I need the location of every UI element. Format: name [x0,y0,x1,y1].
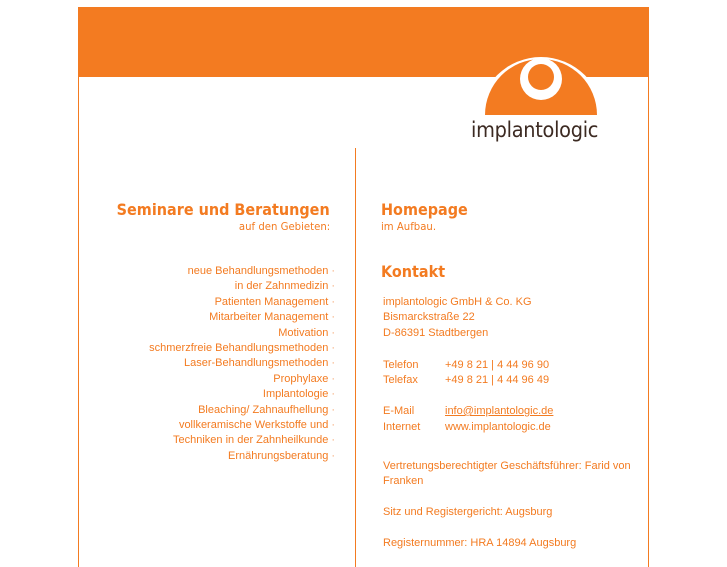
fax-value: +49 8 21 | 4 44 96 49 [445,374,550,386]
list-item: Prophylaxe · [273,372,335,385]
phone-label: Telefon [383,359,419,371]
company-name: implantologic GmbH & Co. KG [383,296,532,308]
list-item: schmerzfreie Behandlungsmethoden · [149,342,335,355]
fax-row [383,374,549,386]
list-item: vollkeramische Werkstoffe und · [178,419,335,432]
list-item: Patienten Management · [214,295,335,308]
list-item: neue Behandlungsmethoden · [187,265,335,277]
contact-title: Kontakt [381,262,446,281]
registry-court: Sitz und Registergericht: Augsburg [383,506,553,518]
list-item: Implantologie · [262,388,335,401]
page-frame [78,7,649,567]
column-divider [355,148,356,567]
web-value: www.implantologic.de [445,421,551,433]
phone-row [383,359,549,371]
list-item: in der Zahnmedizin · [234,280,335,293]
list-item: Mitarbeiter Management · [209,311,335,324]
seminars-title: Seminare und Beratungen [116,200,330,219]
email-link[interactable]: info@implantologic.de [445,405,554,417]
representative-block [383,459,631,490]
logo-text[interactable]: implantologic [471,118,599,142]
email-row [383,405,553,417]
list-item: Techniken in der Zahnheilkunde · [173,434,335,447]
registry-number: Registernummer: HRA 14894 Augsburg [383,537,577,549]
fax-label: Telefax [383,374,418,386]
phone-value: +49 8 21 | 4 44 96 90 [445,359,550,371]
web-row [383,421,551,433]
representative-line-2: Franken [383,475,424,488]
list-item: Ernährungsberatung · [228,449,335,462]
list-item: Bleaching/ Zahnaufhellung · [198,403,335,416]
city: D-86391 Stadtbergen [383,326,489,339]
email-label: E-Mail [383,405,415,417]
logo-eye-icon [477,37,605,119]
seminars-subtitle: auf den Gebieten: [238,220,330,233]
list-item: Motivation · [278,326,335,339]
homepage-title: Homepage [381,200,468,219]
list-item: Laser-Behandlungsmethoden · [184,357,335,370]
web-label: Internet [383,421,421,433]
street: Bismarckstraße 22 [383,311,475,324]
homepage-subtitle: im Aufbau. [381,220,437,233]
address-block [383,295,532,341]
representative-line-1: Vertretungsberechtigter Geschäftsführer: Farid von [383,460,631,472]
topics-list [149,264,335,464]
